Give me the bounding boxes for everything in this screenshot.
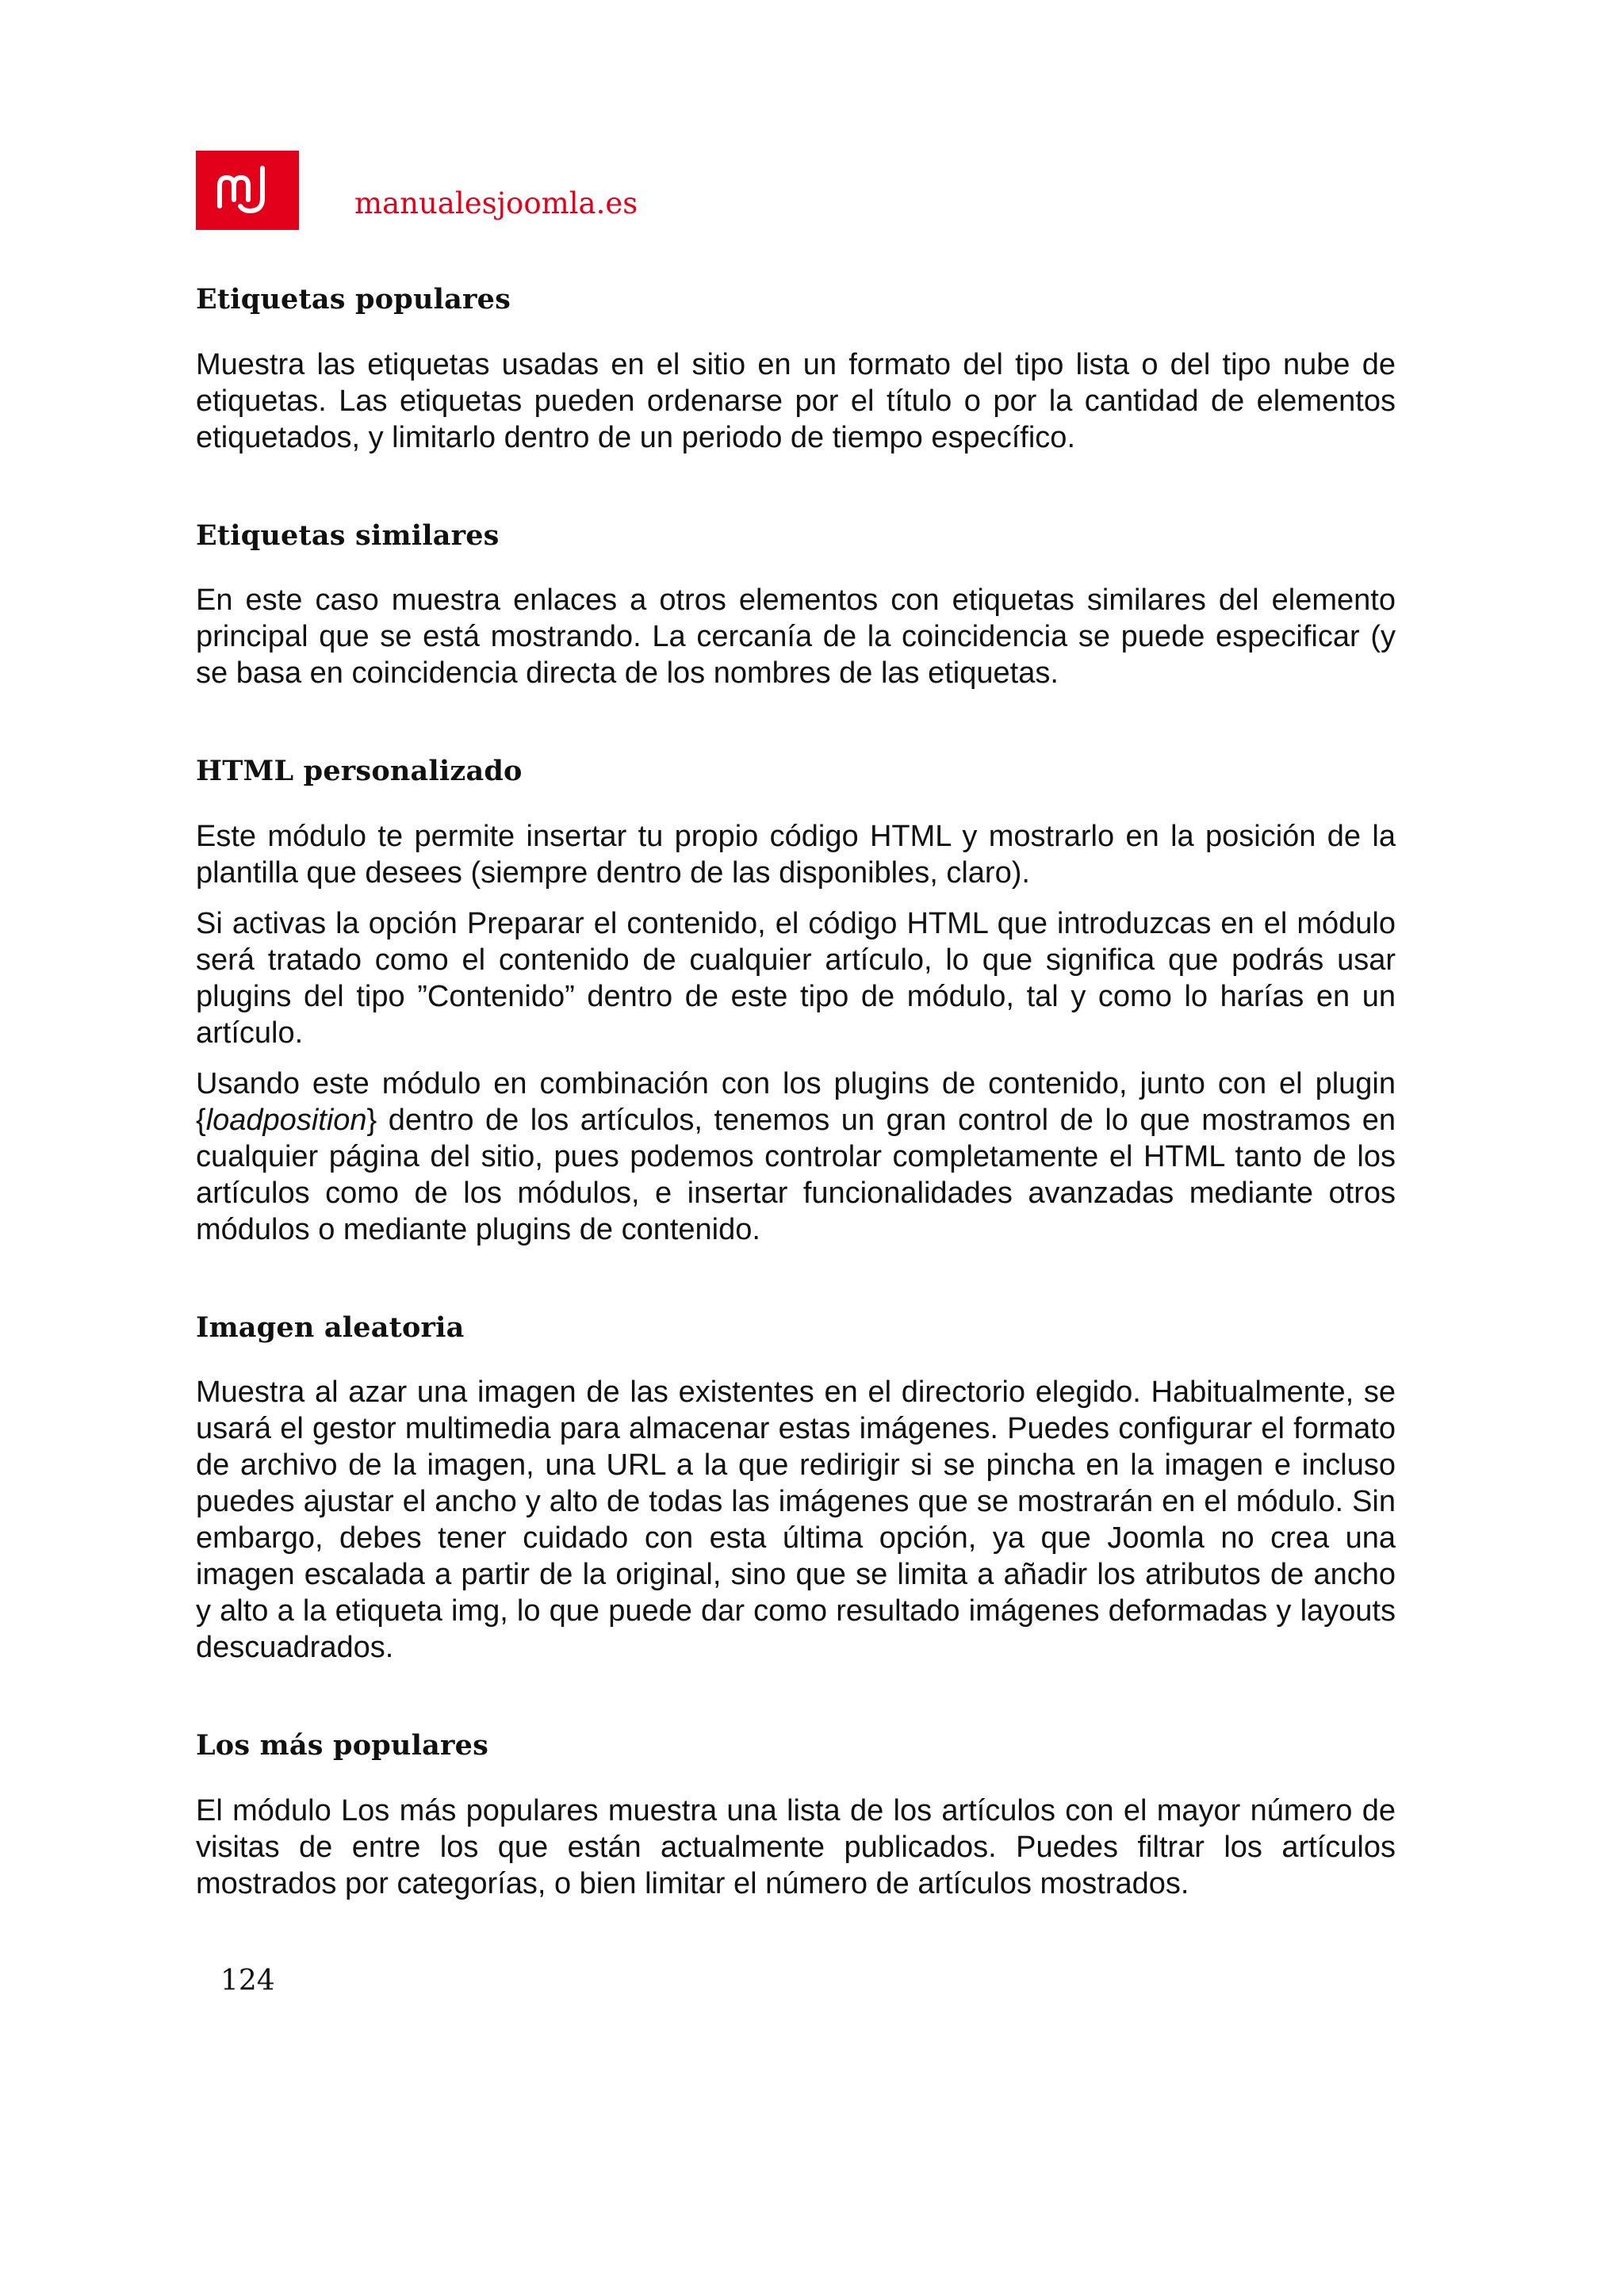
section-title: Imagen aleatoria	[196, 1311, 465, 1344]
paragraph: Muestra al azar una imagen de las existentes en el directorio elegido. Habitualmente, se usará el gestor multimedia para almacenar estas imágenes. Puedes configurar el formato de archivo de la imagen, una URL a la que redirigir si se pincha en la imagen e incluso puedes ajustar el ancho y alto de todas las imágenes que se mostrarán en el módulo. Sin embargo, debes tener cuidado con esta última opción, ya que Joomla no crea una imagen escalada a partir de la original, sino que se limita a añadir los atributos de ancho y alto a la etiqueta img, lo que puede dar como resultado imágenes deformadas y layouts descuadrados.	[196, 1376, 1396, 1664]
section-title: Etiquetas similares	[196, 519, 500, 552]
paragraph: En este caso muestra enlaces a otros elementos con etiquetas similares del elemento principal que se está mostrando. La cercanía de la coincidencia se puede especificar (y se basa en coincidencia directa de los nombres de las etiquetas.	[196, 584, 1396, 690]
logo	[196, 151, 299, 230]
page-content	[196, 281, 1396, 1902]
mj-logo-icon	[196, 151, 299, 230]
italic-term: loadposition	[205, 1103, 367, 1137]
text-segment: } dentro de los artículos, tenemos un gran control de lo que mostramos en cualquier página del sitio, pues podemos controlar completamente el HTML tanto de los artículos como de los módulos, e insertar funcionalidades avanzadas mediante otros módulos o mediante plugins de contenido.	[196, 1103, 1396, 1246]
section-etiquetas-populares	[196, 281, 1396, 456]
text-segment: Usando este módulo en combinación con los plugins de contenido, junto con el plugin {	[196, 1066, 1396, 1137]
paragraph: Si activas la opción Preparar el contenido, el código HTML que introduzcas en el módulo será tratado como el contenido de cualquier artículo, lo que significa que podrás usar plugins del tipo ”Contenido” dentro de este tipo de módulo, tal y como lo harías en un artículo.	[196, 906, 1396, 1050]
section-title: Los más populares	[196, 1729, 488, 1762]
paragraph: Muestra las etiquetas usadas en el sitio en un formato del tipo lista o del tipo nube de etiquetas. Las etiquetas pueden ordenarse por el título o por la cantidad de elementos etiquetados, y limitarlo dentro de un periodo de tiempo específico.	[196, 347, 1396, 454]
section-html-personalizado	[196, 753, 1396, 1248]
page-header	[196, 151, 1465, 230]
paragraph: El módulo Los más populares muestra una lista de los artículos con el mayor número de visitas de entre los que están actualmente publicados. Puedes filtrar los artículos mostrados por categorías, o bien limitar el número de artículos mostrados.	[196, 1793, 1396, 1900]
paragraph: Este módulo te permite insertar tu propio código HTML y mostrarlo en la posición de la plantilla que desees (siempre dentro de las disponibles, claro).	[196, 819, 1396, 890]
paragraph-loadposition	[196, 1066, 1396, 1248]
section-etiquetas-similares	[196, 518, 1396, 692]
section-imagen-aleatoria	[196, 1310, 1396, 1667]
section-los-mas-populares	[196, 1728, 1396, 1902]
page-number: 124	[220, 1965, 275, 1997]
section-title: Etiquetas populares	[196, 283, 511, 316]
site-name: manualesjoomla.es	[354, 186, 638, 220]
section-title: HTML personalizado	[196, 755, 523, 787]
